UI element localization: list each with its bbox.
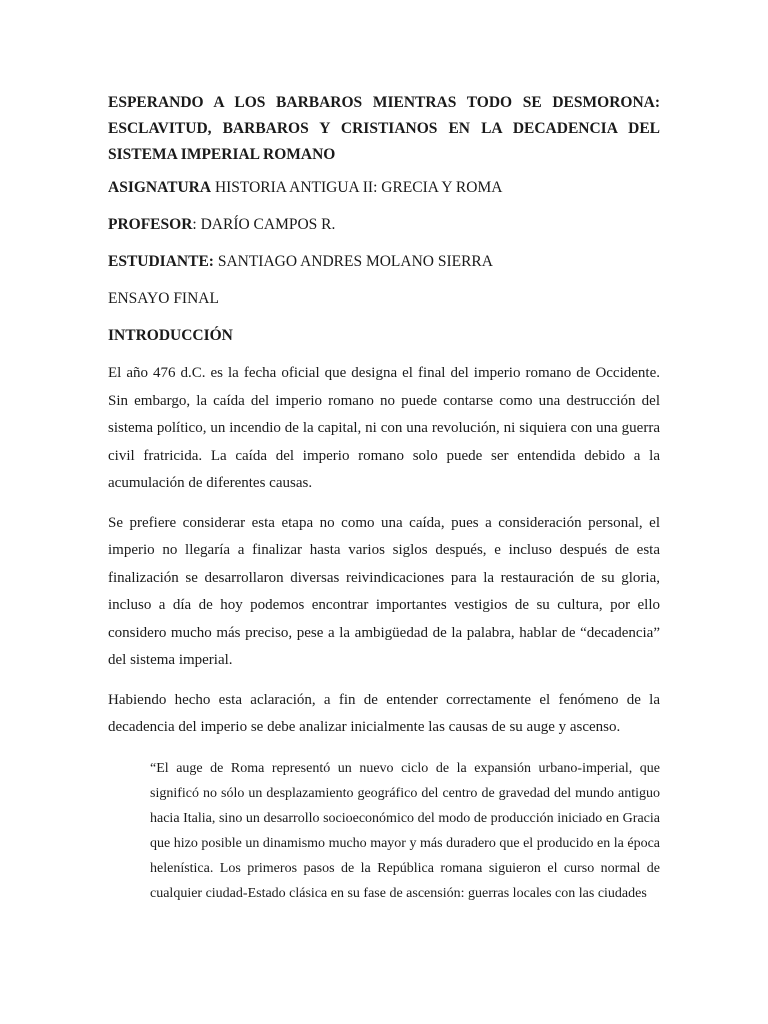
student-line — [108, 252, 660, 272]
professor-line — [108, 215, 660, 235]
paragraph-3: Habiendo hecho esta aclaración, a fin de entender correctamente el fenómeno de la decadencia del imperio se debe analizar inicialmente las causas de su auge y ascenso. — [108, 691, 660, 735]
subject-value: HISTORIA ANTIGUA II: GRECIA Y ROMA — [211, 179, 503, 196]
subject-label: ASIGNATURA — [108, 179, 212, 196]
paragraph-1: El año 476 d.C. es la fecha oficial que designa el final del imperio romano de Occidente. Sin embargo, la caída del imperio romano no puede contarse como una destrucción del sistema político, un incendio de la capital, ni con una revolución, ni siquiera con una guerra civil fratricida. La caída del imperio romano solo puede ser entendida debido a la acumulación de diferentes causas. — [108, 365, 660, 491]
student-value: SANTIAGO ANDRES MOLANO SIERRA — [213, 253, 493, 270]
professor-label: PROFESOR — [108, 216, 193, 233]
professor-value: : DARÍO CAMPOS R. — [192, 216, 336, 233]
document-type: ENSAYO FINAL — [108, 290, 219, 307]
subject-line — [108, 178, 660, 198]
paragraph-2: Se prefiere considerar esta etapa no como una caída, pues a consideración personal, el imperio no llegaría a finalizar hasta varios siglos después, e incluso después de esta finalización se desarrollaron diversas reivindicaciones para la restauración de su gloria, incluso a día de hoy podemos encontrar importantes vestigios de su cultura, por ello considero mucho más preciso, pese a la ambigüedad de la palabra, hablar de “decadencia” del sistema imperial. — [108, 514, 660, 668]
student-label: ESTUDIANTE: — [108, 253, 214, 270]
section-heading: INTRODUCCIÓN — [108, 327, 233, 344]
document-title: ESPERANDO A LOS BARBAROS MIENTRAS TODO SE DESMORONA: ESCLAVITUD, BARBAROS Y CRISTIANOS EN LA DECADENCIA DEL SISTEMA IMPERIAL ROMANO — [108, 94, 660, 163]
block-quote: “El auge de Roma representó un nuevo ciclo de la expansión urbano-imperial, que significó no sólo un desplazamiento geográfico del centro de gravedad del mundo antiguo hacia Italia, sino un desarrollo socioeconómico del modo de producción iniciado en Gracia que hizo posible un dinamismo mucho mayor y más duradero que el producido en la época helenística. Los primeros pasos de la República romana siguieron el curso normal de cualquier ciudad-Estado clásica en su fase de ascensión: guerras locales con las ciudades — [150, 760, 660, 901]
